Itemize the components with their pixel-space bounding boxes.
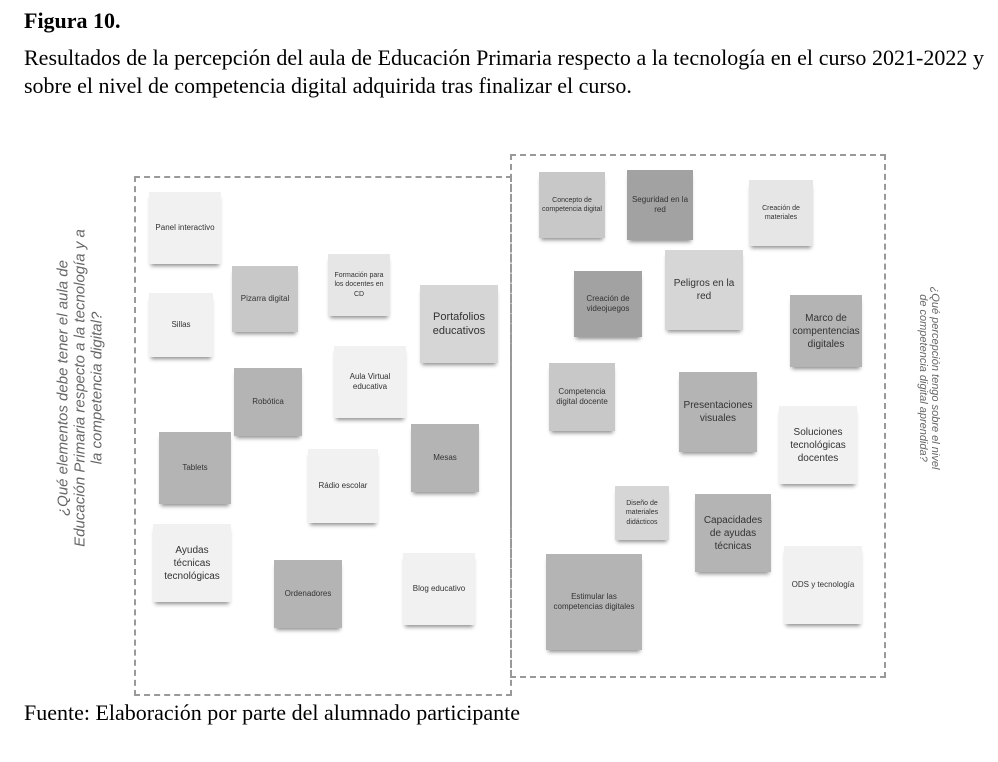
sticky-note: Tablets (159, 432, 231, 504)
sticky-note: Panel interactivo (149, 192, 221, 264)
figure-caption: Resultados de la percepción del aula de Educación Primaria respecto a la tecnología en el curso 2021-2022 y sobre el nivel de competencia digital adquirida tras finalizar el curso. (24, 45, 984, 98)
sticky-note: Creación de videojuegos (574, 271, 642, 337)
sticky-note: Ayudas técnicas tecnológicas (153, 524, 231, 602)
right-board-question: ¿Qué percepción tengo sobre el nivel de competencia digital aprendida? (917, 286, 941, 470)
sticky-note: Pizarra digital (232, 266, 298, 332)
sticky-note: Robótica (234, 368, 302, 436)
sticky-note: Marco de compentencias digitales (790, 295, 862, 367)
sticky-note: Aula Virtual educativa (334, 346, 406, 418)
sticky-note: Ordenadores (274, 560, 342, 628)
figure-label: Figura 10. (24, 8, 121, 33)
sticky-note: Formación para los docentes en CD (328, 254, 390, 316)
sticky-note: Capacidades de ayudas técnicas (695, 494, 771, 572)
sticky-note: Sillas (149, 293, 213, 357)
sticky-note: Rádio escolar (308, 449, 378, 523)
sticky-note: Competencia digital docente (549, 363, 615, 431)
sticky-note: Blog educativo (403, 553, 475, 625)
sticky-note: Portafolios educativos (420, 285, 498, 363)
sticky-note: Seguridad en la red (627, 170, 693, 240)
sticky-note: Soluciones tecnológicas docentes (779, 406, 857, 484)
sticky-note: ODS y tecnología (784, 546, 862, 624)
left-board-question: ¿Qué elementos debe tener el aula de Educación Primaria respecto a la tecnología y a la competencia digital? (54, 229, 106, 547)
sticky-note: Peligros en la red (665, 250, 743, 330)
sticky-note: Mesas (411, 424, 479, 492)
sticky-note: Creación de materiales (749, 180, 813, 246)
figure-source: Fuente: Elaboración por parte del alumnado participante (24, 700, 521, 725)
sticky-note: Concepto de competencia digital (539, 172, 605, 238)
sticky-note: Diseño de materiales didácticos (615, 486, 669, 540)
sticky-note: Estimular las competencias digitales (546, 554, 642, 650)
sticky-note: Presentaciones visuales (679, 372, 757, 452)
